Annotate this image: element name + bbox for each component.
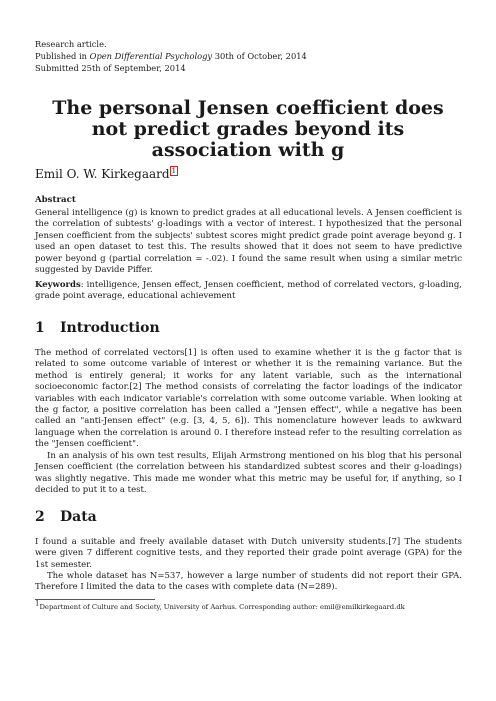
introduction-paragraph-2: In an analysis of his own test results, Elijah Armstrong mentioned on his blog that his personal Jensen coefficient (the correlation between his standardized subtest scores and their g-loadings) was slightly negative. This made me wonder what this metric may be useful for, if anything, so I decided to put it to a test.	[35, 451, 462, 496]
author-name: Emil O. W. Kirkegaard	[35, 167, 170, 181]
published-prefix: Published in	[35, 51, 90, 61]
author-line	[35, 167, 178, 181]
introduction-paragraph-1: The method of correlated vectors[1] is often used to examine whether it is the g factor that is related to some outcome variable of interest or whether it is the remaining variance. But the method is entirely general; it works for any latent variable, such as the international socioeconomic factor.[2] The method consists of correlating the factor loadings of the indicator variables with each indicator variable's correlation with some outcome variable. When looking at the g factor, a positive correlation has been called a "Jensen effect", while a negative has been called an "anti-Jensen effect" (e.g. [3, 4, 5, 6]). This nomenclature however leads to awkward language when the correlation is around 0. I therefore instead refer to the resulting correlation as the "Jensen coefficient".	[35, 348, 462, 450]
section-heading-introduction	[35, 320, 160, 336]
footnote-divider	[35, 599, 155, 600]
paper-title: The personal Jensen coefficient does not predict grades beyond its association with g	[52, 97, 444, 161]
journal-name: Open Differential Psychology	[89, 51, 213, 61]
author-footnote	[35, 599, 405, 612]
published-date: 30th of October, 2014	[212, 51, 307, 61]
section-number: 2	[35, 509, 45, 525]
author-footnote-link[interactable]: 1	[171, 167, 177, 175]
data-paragraph-1: I found a suitable and freely available dataset with Dutch university students.[7] The students were given 7 different cognitive tests, and they reported their grade point average (GPA) for the 1st semester.	[35, 537, 462, 570]
keywords-label: Keywords	[35, 280, 81, 290]
section-title: Introduction	[60, 320, 160, 336]
footnote-mark: 1	[35, 599, 40, 608]
keywords	[35, 280, 462, 303]
abstract-text: General intelligence (g) is known to predict grades at all educational levels. A Jensen coefficient is the correlation of subtests' g-loadings with a vector of interest. I hypothesized that the personal Jensen coefficient from the subjects' subtest scores might predict grade point average beyond g. I used an open dataset to test this. The results showed that it does not seem to have predictive power beyond g (partial correlation = -.02). I found the same result when using a similar metric suggested by Davide Piffer.	[35, 208, 462, 276]
publication-info	[35, 50, 307, 62]
footnote-text: Department of Culture and Society, University of Aarhus. Corresponding author: emil@emilkirkegaard.dk	[39, 603, 405, 611]
publication-metadata	[35, 38, 307, 74]
section-title: Data	[60, 509, 97, 525]
data-paragraph-2: The whole dataset has N=537, however a large number of students did not report their GPA. Therefore I limited the data to the cases with complete data (N=289).	[35, 571, 462, 593]
section-number: 1	[35, 320, 45, 336]
section-heading-data	[35, 509, 97, 525]
keywords-text: : intelligence, Jensen effect, Jensen coefficient, method of correlated vectors, g-loading, grade point average, educational achievement	[35, 280, 462, 302]
abstract-heading: Abstract	[35, 195, 76, 205]
submission-date: Submitted 25th of September, 2014	[35, 63, 186, 73]
article-type: Research article.	[35, 39, 107, 49]
